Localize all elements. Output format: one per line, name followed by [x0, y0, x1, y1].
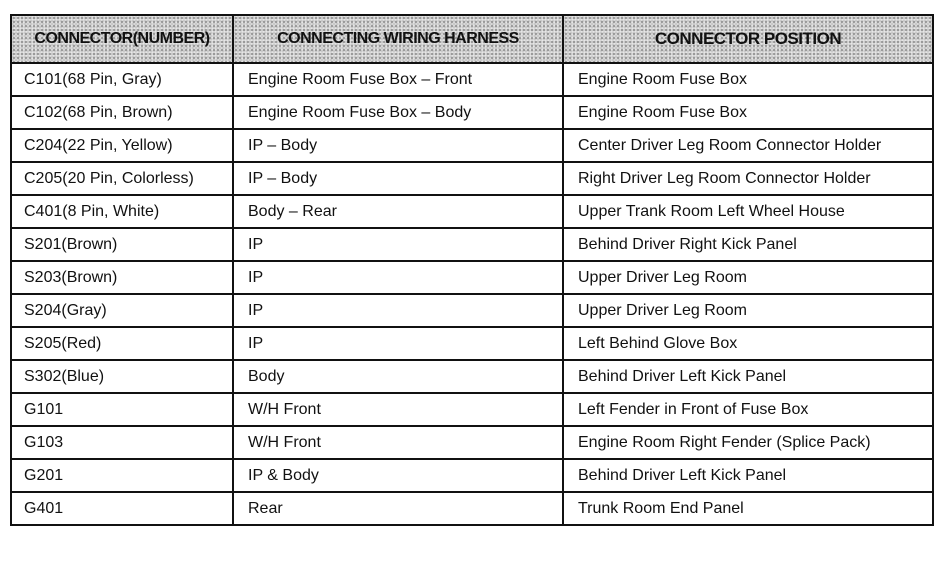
table-body — [11, 63, 933, 525]
connector-position-cell: Left Fender in Front of Fuse Box — [563, 393, 933, 426]
connector-position-cell: Right Driver Leg Room Connector Holder — [563, 162, 933, 195]
connector-number-cell: G101 — [11, 393, 233, 426]
connector-position-cell: Upper Driver Leg Room — [563, 294, 933, 327]
connector-number-cell: C205(20 Pin, Colorless) — [11, 162, 233, 195]
connector-number-cell: S205(Red) — [11, 327, 233, 360]
table-row — [11, 426, 933, 459]
header-connector-number: CONNECTOR(NUMBER) — [11, 15, 233, 63]
connector-position-cell: Upper Driver Leg Room — [563, 261, 933, 294]
table-row — [11, 96, 933, 129]
header-connecting-wiring-harness: CONNECTING WIRING HARNESS — [233, 15, 563, 63]
connector-number-cell: C401(8 Pin, White) — [11, 195, 233, 228]
wiring-harness-cell: W/H Front — [233, 426, 563, 459]
header-connector-position: CONNECTOR POSITION — [563, 15, 933, 63]
wiring-harness-cell: Body – Rear — [233, 195, 563, 228]
table-row — [11, 327, 933, 360]
connector-position-cell: Behind Driver Left Kick Panel — [563, 360, 933, 393]
table-row — [11, 393, 933, 426]
connector-position-cell: Trunk Room End Panel — [563, 492, 933, 525]
connector-position-cell: Engine Room Right Fender (Splice Pack) — [563, 426, 933, 459]
wiring-harness-cell: Rear — [233, 492, 563, 525]
connector-number-cell: C101(68 Pin, Gray) — [11, 63, 233, 96]
wiring-harness-cell: Body — [233, 360, 563, 393]
connector-number-cell: G201 — [11, 459, 233, 492]
connector-number-cell: G401 — [11, 492, 233, 525]
connector-table — [10, 14, 934, 526]
connector-position-cell: Engine Room Fuse Box — [563, 63, 933, 96]
connector-number-cell: S204(Gray) — [11, 294, 233, 327]
table-row — [11, 459, 933, 492]
table-row — [11, 261, 933, 294]
connector-position-cell: Behind Driver Right Kick Panel — [563, 228, 933, 261]
wiring-harness-cell: IP — [233, 327, 563, 360]
table-row — [11, 129, 933, 162]
wiring-harness-cell: IP — [233, 294, 563, 327]
header-row — [11, 15, 933, 63]
wiring-harness-cell: Engine Room Fuse Box – Body — [233, 96, 563, 129]
wiring-harness-cell: Engine Room Fuse Box – Front — [233, 63, 563, 96]
connector-number-cell: S203(Brown) — [11, 261, 233, 294]
table-header — [11, 15, 933, 63]
table-row — [11, 195, 933, 228]
table-row — [11, 63, 933, 96]
wiring-harness-cell: IP – Body — [233, 129, 563, 162]
table-row — [11, 294, 933, 327]
connector-number-cell: C102(68 Pin, Brown) — [11, 96, 233, 129]
connector-number-cell: C204(22 Pin, Yellow) — [11, 129, 233, 162]
table-row — [11, 360, 933, 393]
connector-number-cell: S201(Brown) — [11, 228, 233, 261]
wiring-harness-cell: IP & Body — [233, 459, 563, 492]
table-row — [11, 228, 933, 261]
connector-position-cell: Behind Driver Left Kick Panel — [563, 459, 933, 492]
wiring-harness-cell: IP — [233, 261, 563, 294]
connector-position-cell: Engine Room Fuse Box — [563, 96, 933, 129]
table-row — [11, 162, 933, 195]
connector-position-cell: Upper Trank Room Left Wheel House — [563, 195, 933, 228]
connector-table-sheet — [10, 14, 932, 560]
connector-number-cell: G103 — [11, 426, 233, 459]
wiring-harness-cell: IP — [233, 228, 563, 261]
table-row — [11, 492, 933, 525]
wiring-harness-cell: IP – Body — [233, 162, 563, 195]
connector-position-cell: Center Driver Leg Room Connector Holder — [563, 129, 933, 162]
connector-position-cell: Left Behind Glove Box — [563, 327, 933, 360]
connector-number-cell: S302(Blue) — [11, 360, 233, 393]
wiring-harness-cell: W/H Front — [233, 393, 563, 426]
